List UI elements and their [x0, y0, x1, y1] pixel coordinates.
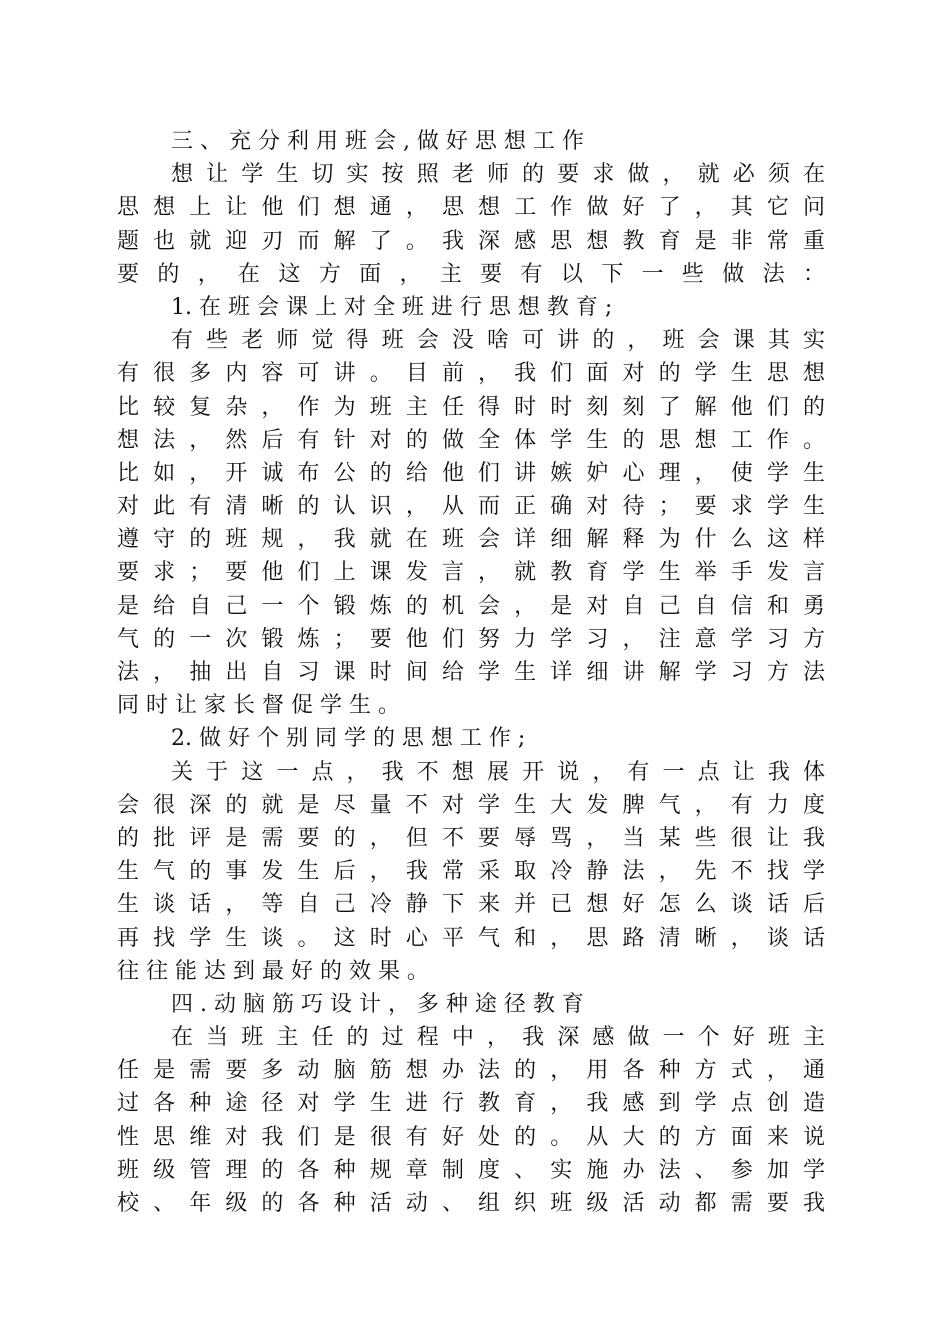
paragraph-line: 生谈话，等自己冷静下来并已想好怎么谈话后 — [117, 892, 825, 918]
paragraph-line: 有些老师觉得班会没啥可讲的，班会课其实 — [171, 328, 825, 354]
paragraph-line: 对此有清晰的认识，从而正确对待；要求学生 — [117, 494, 825, 520]
paragraph-line: 想让学生切实按照老师的要求做，就必须在 — [171, 162, 825, 188]
paragraph-line: 会很深的就是尽量不对学生大发脾气，有力度 — [117, 792, 825, 818]
paragraph-line: 思想上让他们想通，思想工作做好了，其它问 — [117, 195, 825, 221]
document-body — [117, 125, 825, 1220]
paragraph-line: 是给自己一个锻炼的机会，是对自己自信和勇 — [117, 593, 825, 619]
paragraph-line: 任是需要多动脑筋想办法的，用各种方式，通 — [117, 1058, 825, 1084]
section-heading-3: 三 、 充 分 利 用 班 会 , 做 好 思 想 工 作 — [171, 129, 584, 154]
paragraph-line: 比如，开诚布公的给他们讲嫉妒心理，使学生 — [117, 460, 825, 486]
paragraph-line: 生气的事发生后，我常采取冷静法，先不找学 — [117, 859, 825, 885]
paragraph-line: 要的，在这方面，主要有以下一些做法： — [117, 261, 825, 287]
paragraph-line: 题也就迎刃而解了。我深感思想教育是非常重 — [117, 228, 825, 254]
paragraph-line: 再找学生谈。这时心平气和，思路清晰，谈话 — [117, 925, 825, 951]
paragraph-line: 法，抽出自习课时间给学生详细讲解学习方法 — [117, 660, 825, 685]
paragraph-line: 同 时 让 家 长 督 促 学 生 。 — [117, 693, 400, 719]
paragraph-line: 想法，然后有针对的做全体学生的思想工作。 — [117, 427, 825, 453]
paragraph-line: 气的一次锻炼；要他们努力学习，注意学习方 — [117, 626, 825, 652]
paragraph-line: 的批评是需要的，但不要辱骂，当某些很让我 — [117, 825, 825, 851]
section-heading-4: 四 . 动 脑 筋 巧 设 计 ， 多 种 途 径 教 育 — [171, 991, 584, 1017]
paragraph-line: 关于这一点，我不想展开说，有一点让我体 — [171, 759, 825, 785]
paragraph-line: 在当班主任的过程中，我深感做一个好班主 — [171, 1025, 825, 1051]
paragraph-line: 班级管理的各种规章制度、实施办法、参加学 — [117, 1157, 825, 1183]
paragraph-line: 要求；要他们上课发言，就教育学生举手发言 — [117, 560, 825, 586]
paragraph-line: 往 往 能 达 到 最 好 的 效 果 。 — [117, 958, 429, 984]
paragraph-line: 校、年级的各种活动、组织班级活动都需要我 — [117, 1191, 825, 1216]
paragraph-line: 过各种途径对学生进行教育，我感到学点创造 — [117, 1091, 825, 1117]
paragraph-line: 有很多内容可讲。目前，我们面对的学生思想 — [117, 361, 825, 387]
subheading-2: 2. 做 好 个 别 同 学 的 思 想 工 作 ; — [171, 726, 526, 752]
paragraph-line: 遵守的班规，我就在班会详细解释为什么这样 — [117, 527, 825, 553]
subheading-1: 1. 在 班 会 课 上 对 全 班 进 行 思 想 教 育 ; — [171, 294, 613, 320]
paragraph-line: 比较复杂，作为班主任得时时刻刻了解他们的 — [117, 394, 825, 420]
paragraph-line: 性思维对我们是很有好处的。从大的方面来说 — [117, 1124, 825, 1150]
